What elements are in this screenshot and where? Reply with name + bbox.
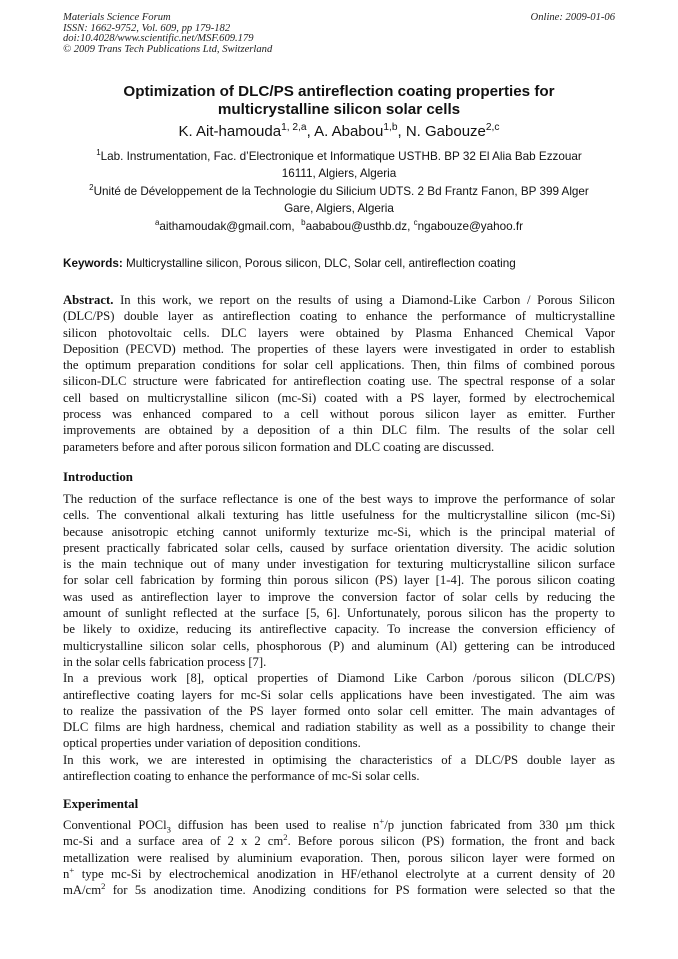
intro-line: antireflection coating to enhance the performance of mc-Si solar cells. <box>63 769 420 784</box>
journal-copyright: © 2009 Trans Tech Publications Ltd, Switzerland <box>63 43 273 55</box>
intro-line: DLC films are high hardness, chemical and radiation stability as well as a possibility to change their <box>63 720 615 735</box>
abstract-line: process was enhanced compared to a cell without porous silicon layer as emitter. Further <box>63 407 615 422</box>
experimental-line <box>63 817 615 833</box>
email-mark: a <box>154 218 160 228</box>
email-address[interactable]: aababou@usthb.dz, <box>305 220 411 233</box>
intro-line: optical properties under variation of deposition conditions. <box>63 736 361 751</box>
author-list <box>60 123 618 141</box>
intro-line: The reduction of the surface reflectance is one of the best ways to improve the performance of solar <box>63 492 615 506</box>
introduction-heading: Introduction <box>63 470 133 484</box>
abstract-line: silicon photovoltaic cells. DLC layers were obtained by Plasma Enhanced Chemical Vapor <box>63 325 615 340</box>
intro-line: present practically fabricated solar cells, caused by surface orientation diversity. The acidic solution <box>63 540 615 555</box>
abstract-line: parameters before and after porous silicon formation and DLC coating are discussed. <box>63 439 495 454</box>
intro-line: be likely to oxidize, reducing its antireflective capacity. To increase the conversion efficiency of <box>63 622 615 637</box>
affiliation-2 <box>60 183 618 217</box>
journal-issn: ISSN: 1662-9752, Vol. 609, pp 179-182 <box>63 22 231 34</box>
author-separator: , <box>397 123 406 140</box>
abstract-line: improvements are obtained by a deposition of a thin DLC film. The results of the solar cell <box>63 423 615 438</box>
intro-line: cells. The conventional alkali texturing has little usefulness for the multicrystalline silicon (mc-Si) <box>63 508 615 523</box>
experimental-text: mA/cm <box>63 883 102 898</box>
experimental-line <box>63 866 615 882</box>
journal-name: Materials Science Forum <box>63 12 171 23</box>
experimental-text: . Before porous silicon (PS) formation, the front and back <box>287 834 615 849</box>
abstract-line: Deposition (PECVD) method. The properties of these layers were investigated in order to establish <box>63 341 615 356</box>
abstract-line: the optimum preparation conditions for solar cell applications. Then, thin films of combined porous <box>63 358 615 373</box>
paper-title <box>60 83 618 119</box>
superscript: 2 <box>283 833 288 843</box>
intro-line: antireflective coating layers for mc-Si solar cells applications have been investigated. The aim was <box>63 687 615 702</box>
introduction-body <box>63 491 615 784</box>
affiliation-text: Lab. Instrumentation, Fac. d’Electronique et Informatique USTHB. BP 32 El Alia Bab Ezzouar <box>100 150 582 163</box>
experimental-text: n <box>63 866 70 881</box>
affiliation-1 <box>60 148 618 182</box>
intro-line: in the solar cells fabrication process [7]. <box>63 654 267 669</box>
author-affiliation-mark: 2,c <box>485 122 500 133</box>
experimental-line <box>63 833 615 849</box>
intro-line: amount of sunlight reflected at the surface [5, 6]. Unfortunately, porous silicon has the property to <box>63 606 615 621</box>
author-affiliation-mark: 1, 2,a <box>281 122 307 133</box>
online-date: Online: 2009-01-06 <box>530 12 615 23</box>
journal-header <box>63 13 272 55</box>
intro-line: is the main technique out of many under investigation for texturing multicrystalline silicon surface <box>63 557 615 572</box>
abstract-line: silicon-DLC structure were fabricated for antireflection coating use. The spectral response of a solar <box>63 374 615 389</box>
title-line-2: multicrystalline silicon solar cells <box>217 101 461 118</box>
abstract <box>63 292 615 455</box>
affiliation-text: Unité de Développement de la Technologie du Silicium UDTS. 2 Bd Frantz Fanon, BP 399 Alger <box>93 185 589 198</box>
experimental-text: diffusion has been used to realise n <box>170 818 380 832</box>
superscript: + <box>69 865 75 875</box>
keywords-label: Keywords: <box>63 257 123 270</box>
experimental-text: Conventional POCl <box>63 818 167 832</box>
journal-doi: doi:10.4028/www.scientific.net/MSF.609.179 <box>63 33 254 45</box>
abstract-label: Abstract. <box>63 293 114 307</box>
abstract-text: In this work, we report on the results of using a Diamond-Like Carbon / Porous Silicon <box>120 293 615 307</box>
author-name: K. Ait-hamouda <box>178 123 282 140</box>
subscript: 3 <box>166 824 171 834</box>
intro-line: was used as antireflection layer to improve the conversion factor of solar cells by reducing the <box>63 589 615 604</box>
experimental-line <box>63 882 615 898</box>
abstract-line: (DLC/PS) double layer as antireflection coating to enhance the performance of multicrystalline <box>63 309 615 324</box>
keywords-text: Multicrystalline silicon, Porous silicon, DLC, Solar cell, antireflection coating <box>126 257 516 270</box>
intro-line: to realize the passivation of the PS layer formed onto solar cell emitter. The main advantages of <box>63 703 615 718</box>
email-mark: b <box>301 218 306 228</box>
email-mark: c <box>413 218 418 228</box>
email-address[interactable]: ngabouze@yahoo.fr <box>417 220 524 233</box>
experimental-text: type mc-Si by electrochemical anodization in HF/ethanol electrolyte at a current density of 20 <box>74 866 615 881</box>
experimental-line: metallization were realised by aluminium evaporation. Then, porous silicon layer were formed on <box>63 850 615 865</box>
experimental-text: /p junction fabricated from 330 µm thick <box>384 818 615 832</box>
superscript: + <box>379 817 385 826</box>
affiliation-text: 16111, Algiers, Algeria <box>281 167 397 180</box>
intro-line: In this work, we are interested in optimising the characteristics of a DLC/PS double layer as <box>63 752 615 767</box>
affiliation-mark: 1 <box>96 148 101 158</box>
keywords <box>63 256 615 272</box>
intro-line: In a previous work [8], optical properties of Diamond Like Carbon /porous silicon (DLC/PS) <box>63 671 615 686</box>
experimental-text: for 5s anodization time. Anodizing conditions for PS formation were selected so that the <box>105 883 615 898</box>
intro-line: for solar cell fabrication by forming thin porous silicon (PS) layer [1-4]. The porous silicon coating <box>63 573 615 588</box>
author-name: A. Ababou <box>314 123 384 140</box>
email-address[interactable]: aithamoudak@gmail.com, <box>159 220 295 233</box>
affiliation-mark: 2 <box>89 183 94 193</box>
experimental-body <box>63 817 615 898</box>
experimental-text: mc-Si and a surface area of 2 x 2 cm <box>63 834 284 849</box>
affiliation-text: Gare, Algiers, Algeria <box>284 202 394 215</box>
abstract-line: cell based on multicrystalline silicon (mc-Si) coated with a PS layer, formed by electrochemical <box>63 390 615 405</box>
author-name: N. Gabouze <box>405 123 486 140</box>
superscript: 2 <box>101 882 106 891</box>
title-line-1: Optimization of DLC/PS antireflection coating properties for <box>123 83 555 100</box>
abstract-line <box>63 292 615 308</box>
email-list <box>60 219 618 235</box>
intro-line: because anisotropic etching cannot uniformly texturize mc-Si, which is the principal material of <box>63 524 615 539</box>
intro-line: multicrystalline silicon solar cells, phosphorous (P) and aluminum (Al) gettering can be introduced <box>63 638 615 653</box>
experimental-heading: Experimental <box>63 797 139 811</box>
author-separator: , <box>306 123 315 140</box>
author-affiliation-mark: 1,b <box>383 122 398 133</box>
